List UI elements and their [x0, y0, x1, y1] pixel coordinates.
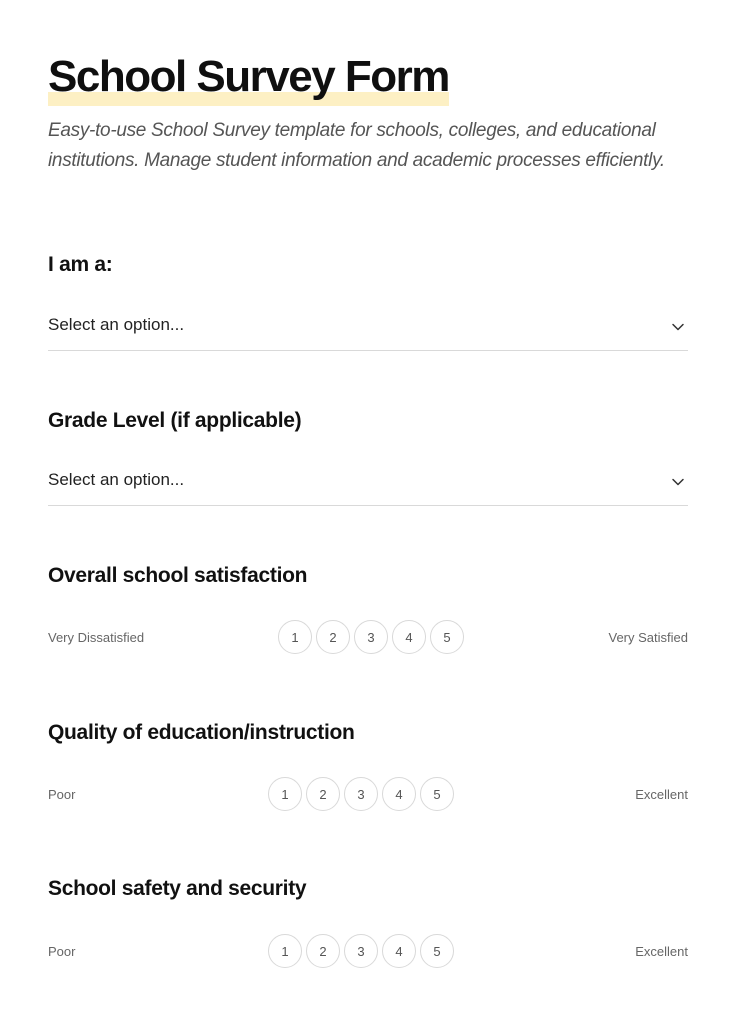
rating-option-4[interactable]: 4 — [392, 620, 426, 654]
role-select[interactable] — [48, 304, 688, 351]
question-label-overall-satisfaction: Overall school satisfaction — [48, 564, 308, 587]
scale-high-label: Excellent — [635, 944, 688, 959]
rating-option-1[interactable]: 1 — [278, 620, 312, 654]
rating-option-1[interactable]: 1 — [268, 934, 302, 968]
safety-security-scale — [48, 934, 688, 972]
satisfaction-scale — [48, 620, 688, 658]
rating-option-2[interactable]: 2 — [306, 934, 340, 968]
rating-option-5[interactable]: 5 — [430, 620, 464, 654]
page-title: School Survey Form — [48, 52, 449, 101]
rating-option-3[interactable]: 3 — [354, 620, 388, 654]
scale-low-label: Very Dissatisfied — [48, 630, 145, 645]
rating-option-5[interactable]: 5 — [420, 777, 454, 811]
role-select-value: Select an option... — [48, 315, 185, 334]
education-quality-scale — [48, 777, 688, 815]
chevron-down-icon — [670, 474, 686, 490]
rating-option-4[interactable]: 4 — [382, 934, 416, 968]
question-label-role: I am a: — [48, 253, 113, 276]
scale-low-label: Poor — [48, 944, 76, 959]
scale-high-label: Very Satisfied — [608, 630, 688, 645]
title-block — [48, 52, 449, 102]
grade-level-select-value: Select an option... — [48, 470, 185, 489]
rating-option-1[interactable]: 1 — [268, 777, 302, 811]
chevron-down-icon — [670, 319, 686, 335]
question-label-safety-security: School safety and security — [48, 877, 307, 900]
question-label-education-quality: Quality of education/instruction — [48, 721, 355, 744]
rating-buttons — [268, 777, 454, 811]
question-label-grade-level: Grade Level (if applicable) — [48, 409, 302, 432]
scale-high-label: Excellent — [635, 787, 688, 802]
rating-option-5[interactable]: 5 — [420, 934, 454, 968]
rating-buttons — [268, 934, 454, 968]
rating-option-2[interactable]: 2 — [316, 620, 350, 654]
grade-level-select[interactable] — [48, 459, 688, 506]
rating-option-4[interactable]: 4 — [382, 777, 416, 811]
scale-low-label: Poor — [48, 787, 76, 802]
rating-option-3[interactable]: 3 — [344, 777, 378, 811]
rating-option-2[interactable]: 2 — [306, 777, 340, 811]
rating-option-3[interactable]: 3 — [344, 934, 378, 968]
rating-buttons — [278, 620, 464, 654]
form-description: Easy-to-use School Survey template for schools, colleges, and educational institutions. Manage student information and academic processes efficiently. — [48, 120, 665, 171]
